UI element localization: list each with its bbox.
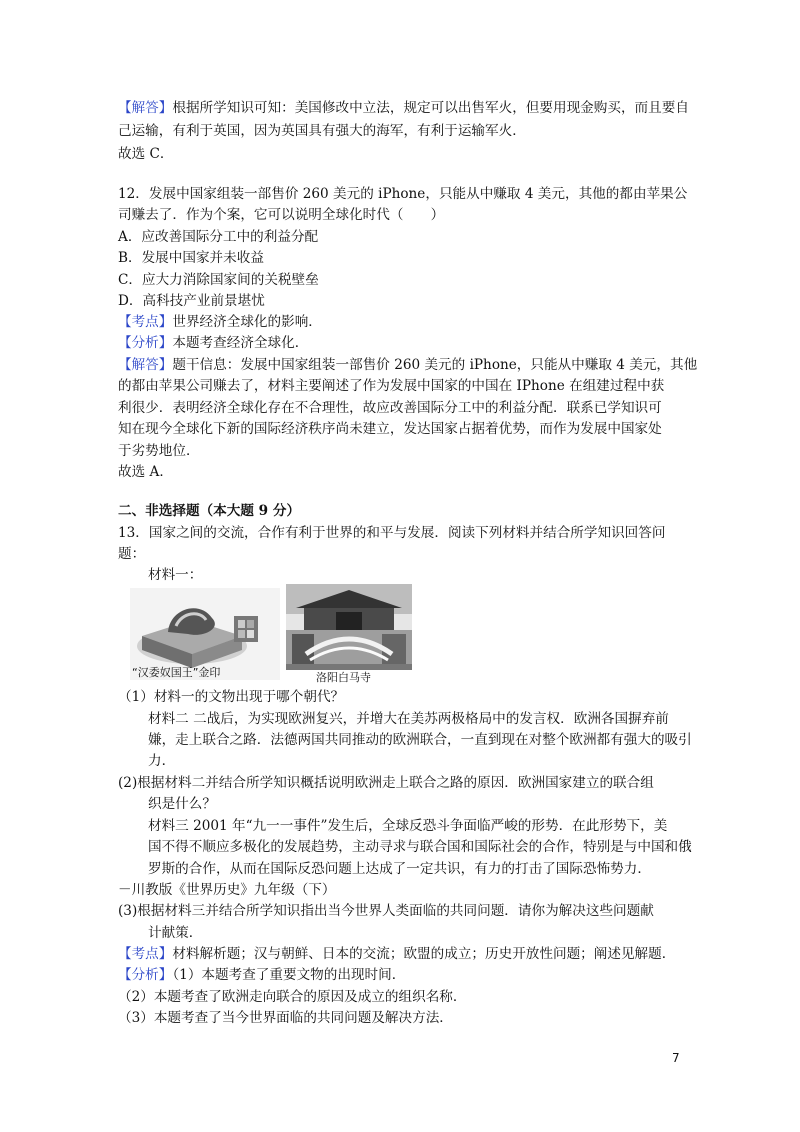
q12-answer-line-5: 于劣势地位． xyxy=(118,443,200,459)
analysis-text: 本题考查经济全球化． xyxy=(172,335,309,351)
answer-text: 题干信息：发展中国家组装一部售价 260 美元的 iPhone，只能从中赚取 4 美元，其他 xyxy=(172,357,698,373)
q13-sub-2-line-2: 织是什么？ xyxy=(148,796,216,812)
q12-analysis-line xyxy=(118,334,308,352)
q12-option-a: A．应改善国际分工中的利益分配 xyxy=(118,229,319,245)
q13-point-line xyxy=(118,945,675,963)
q13-analysis-line-2: （2）本题考查了欧洲走向联合的原因及成立的组织名称． xyxy=(118,989,467,1005)
answer-tag: 【解答】 xyxy=(118,100,173,116)
q12-answer-line-1 xyxy=(118,356,697,374)
material-2-line-2: 嫌，走上联合之路．法德两国共同推动的欧洲联合，一直到现在对整个欧洲都有强大的吸引 xyxy=(148,732,692,748)
material-3-line-2: 国不得不顺应多极化的发展趋势，主动寻求与联合国和国际社会的合作，特别是与中国和俄 xyxy=(148,839,692,855)
answer-line-1 xyxy=(118,99,689,117)
q12-option-b: B．发展中国家并未收益 xyxy=(118,250,264,266)
q12-point-line xyxy=(118,313,322,331)
q13-sub-1: （1）材料一的文物出现于哪个朝代？ xyxy=(118,689,345,705)
analysis-tag: 【分析】 xyxy=(118,335,173,351)
material-1-label: 材料一： xyxy=(148,567,203,583)
material-3-line-3: 罗斯的合作，从而在国际反恐问题上达成了一定共识，有力的打击了国际恐怖势力． xyxy=(148,861,651,877)
answer-line-2: 己运输，有利于英国，因为英国具有强大的海军，有利于运输军火． xyxy=(118,123,526,139)
caption-seal: “汉委奴国王”金印 xyxy=(132,666,221,679)
q13-sub-3-line-2: 计献策． xyxy=(148,925,203,941)
material-2-line-1: 材料二 二战后，为实现欧洲复兴，并增大在美苏两极格局中的发言权．欧洲各国摒弃前 xyxy=(148,711,669,727)
point-text: 材料解析题；汉与朝鲜、日本的交流；欧盟的成立；历史开放性问题；阐述见解题． xyxy=(172,946,676,962)
answer-text: 根据所学知识可知：美国修改中立法，规定可以出售军火，但要用现金购买，而且要自 xyxy=(172,100,689,116)
q12-option-c: C．应大力消除国家间的关税壁垒 xyxy=(118,272,319,288)
q13-stem-line-1: 13．国家之间的交流，合作有利于世界的和平与发展．阅读下列材料并结合所学知识回答问 xyxy=(118,525,666,541)
page-number: 7 xyxy=(672,1051,680,1065)
white-horse-temple-image xyxy=(286,584,412,670)
analysis-text: （1）本题考查了重要文物的出现时间． xyxy=(172,967,406,983)
q13-analysis-line-3: （3）本题考查了当今世界面临的共同问题及解决方法． xyxy=(118,1010,453,1026)
q13-analysis-line xyxy=(118,966,405,984)
q13-stem-line-2: 题： xyxy=(118,546,146,562)
material-3-line-1: 材料三 2001 年“九一一事件”发生后，全球反恐斗争面临严峻的形势．在此形势下，美 xyxy=(148,818,668,834)
q12-answer-line-4: 知在现今全球化下新的国际经济秩序尚未建立，发达国家占据着优势，而作为发展中国家处 xyxy=(118,421,662,437)
q13-sub-3-line-1: (3)根据材料三并结合所学知识指出当今世界人类面临的共同问题．请你为解决这些问题献 xyxy=(118,903,654,919)
q12-answer-line-3: 利很少．表明经济全球化存在不合理性，故应改善国际分工中的利益分配．联系已学知识可 xyxy=(118,400,662,416)
q12-answer-line-2: 的都由苹果公司赚去了，材料主要阐述了作为发展中国家的中国在 IPhone 在组建过程中获 xyxy=(118,378,665,394)
q12-stem-line-1: 12．发展中国家组装一部售价 260 美元的 iPhone，只能从中赚取 4 美元，其他的都由苹果公 xyxy=(118,186,688,202)
analysis-tag: 【分析】 xyxy=(118,967,173,983)
material-3-source: －川教版《世界历史》九年级（下） xyxy=(118,882,336,898)
answer-choice: 故选 C． xyxy=(118,146,174,162)
q12-choice: 故选 A． xyxy=(118,464,173,480)
section-heading: 二、非选择题（本大题 9 分） xyxy=(118,503,301,519)
point-tag: 【考点】 xyxy=(118,946,173,962)
point-tag: 【考点】 xyxy=(118,314,173,330)
q13-sub-2-line-1: (2)根据材料二并结合所学知识概括说明欧洲走上联合之路的原因．欧洲国家建立的联合组 xyxy=(118,775,654,791)
point-text: 世界经济全球化的影响． xyxy=(172,314,322,330)
q12-stem-line-2: 司赚去了．作为个案，它可以说明全球化时代（ ） xyxy=(118,207,445,223)
q12-option-d: D．高科技产业前景堪忧 xyxy=(118,293,265,309)
answer-tag: 【解答】 xyxy=(118,357,173,373)
caption-temple: 洛阳白马寺 xyxy=(316,671,371,684)
material-2-line-3: 力． xyxy=(148,753,176,769)
